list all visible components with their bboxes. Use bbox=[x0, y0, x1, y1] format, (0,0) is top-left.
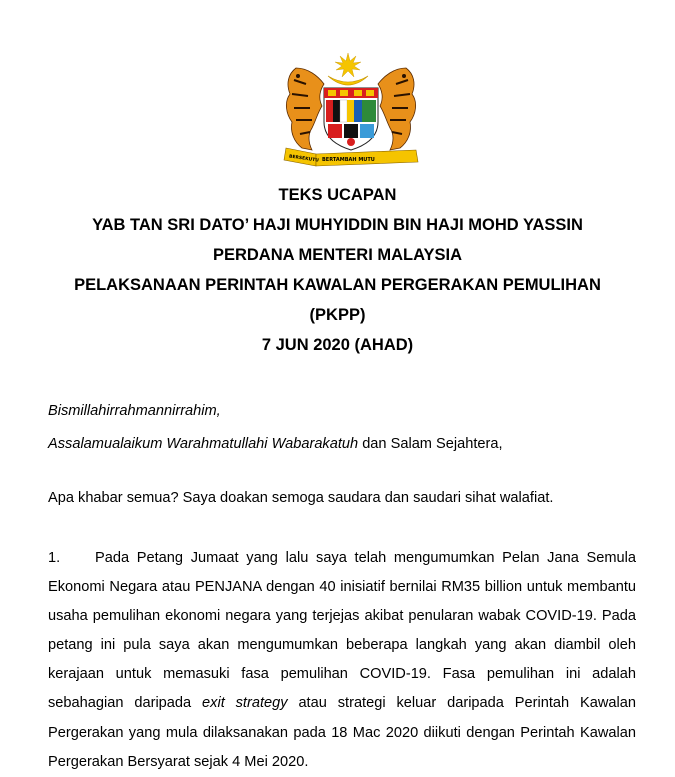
heading-position: PERDANA MENTERI MALAYSIA bbox=[212, 246, 463, 264]
greeting-bismillah: Bismillahirrahmannirrahim, bbox=[48, 403, 221, 419]
heading-subject: PELAKSANAAN PERINTAH KAWALAN PERGERAKAN PEMULIHAN bbox=[74, 276, 601, 294]
motto-ribbon bbox=[284, 148, 418, 166]
heading-subject-acronym: (PKPP) bbox=[309, 306, 366, 324]
star-icon bbox=[335, 53, 361, 77]
heading-title: TEKS UCAPAN bbox=[278, 186, 397, 204]
paragraph-1: 1. Pada Petang Jumaat yang lalu saya telah mengumumkan Pelan Jana Semula Ekonomi Negara atau PENJANA dengan 40 inisiatif bernilai RM35 billion untuk membantu usaha pemulihan ekonomi negara yang terjejas akibat penularan wabak COVID-19. Pada petang ini pula saya akan mengumumkan beberapa langkah yang akan diambil oleh kerajaan untuk memasuki fasa pemulihan COVID-19. Fasa pemulihan ini adalah sebahagian daripada exit strategy atau strategi keluar daripada Perintah Kawalan Pergerakan yang mula dilaksanakan pada 18 Mac 2020 diikuti dengan Perintah Kawalan Pergerakan Bersyarat sejak 4 Mei 2020. bbox=[48, 544, 636, 777]
paragraph-number: 1. bbox=[48, 550, 61, 566]
greeting-salam: Assalamualaikum Warahmatullahi Wabarakatuh dan Salam Sejahtera, bbox=[48, 436, 503, 452]
ribbon-right-text: BERTAMBAH MUTU bbox=[322, 157, 375, 163]
right-tiger-icon bbox=[378, 68, 416, 150]
heading-date: 7 JUN 2020 (AHAD) bbox=[261, 336, 414, 354]
heading-speaker: YAB TAN SRI DATO’ HAJI MUHYIDDIN BIN HAJI MOHD YASSIN bbox=[92, 216, 583, 234]
greeting-apa-khabar: Apa khabar semua? Saya doakan semoga saudara dan saudari sihat walafiat. bbox=[48, 490, 554, 506]
crescent-icon bbox=[328, 76, 368, 85]
left-tiger-icon bbox=[286, 68, 324, 150]
coat-of-arms-emblem bbox=[276, 50, 426, 168]
shield-icon bbox=[324, 88, 378, 150]
ribbon-left-text: BERSEKUTU bbox=[288, 154, 320, 164]
speech-headings bbox=[0, 180, 675, 360]
